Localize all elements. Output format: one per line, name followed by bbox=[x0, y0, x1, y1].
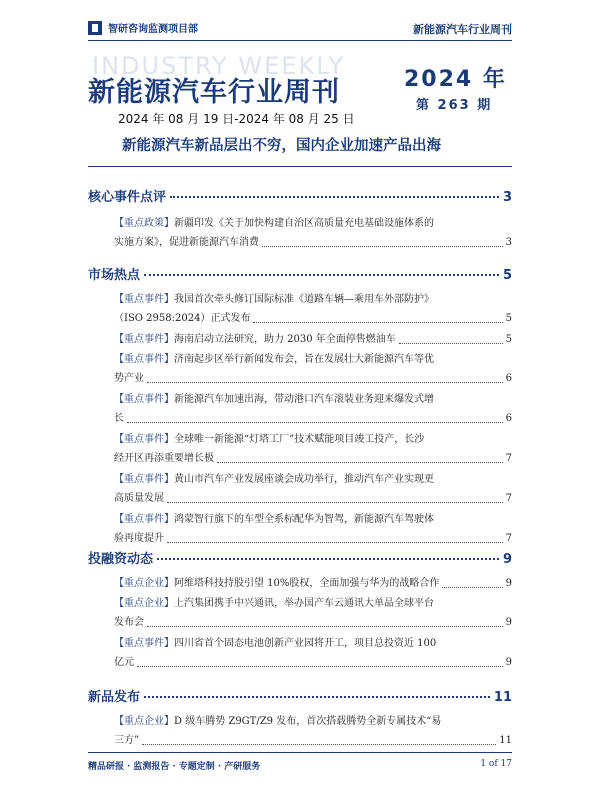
toc-section[interactable] bbox=[88, 264, 512, 283]
toc-entry-text: 【重点事件】海南启动立法研究，助力 2030 年全面停售燃油车 bbox=[114, 334, 396, 345]
cover-divider bbox=[88, 166, 512, 167]
header-publication-name: 新能源汽车行业周刊 bbox=[413, 23, 512, 36]
toc-entry-page: 11 bbox=[499, 735, 512, 746]
toc-entry-tag: 【重点事件】 bbox=[114, 514, 174, 525]
toc-entry-text: 亿元 bbox=[114, 657, 134, 668]
toc-leader-dots bbox=[127, 404, 503, 423]
toc-leader-dots bbox=[142, 726, 496, 745]
toc-entry-text: 【重点企业】阿维塔科技持股引望 10%股权，全面加强与华为的战略合作 bbox=[114, 578, 440, 589]
toc-entry-page: 7 bbox=[505, 453, 512, 464]
logo-icon bbox=[88, 21, 102, 35]
toc-entry-text: 【重点政策】新疆印发《关于加快构建自治区高质量充电基础设施体系的 bbox=[114, 218, 434, 229]
toc-entry-text: 【重点事件】济南起步区举行新闻发布会，旨在发展壮大新能源汽车等优 bbox=[114, 354, 434, 365]
toc-entry-tag: 【重点政策】 bbox=[114, 218, 174, 229]
toc-entry-page: 3 bbox=[505, 237, 512, 248]
toc-entry-line bbox=[114, 653, 512, 672]
toc-entry-page: 5 bbox=[505, 313, 512, 324]
toc-section-title: 市场热点 bbox=[88, 268, 141, 283]
cover-year: 2024 年 bbox=[404, 67, 507, 92]
footer-page-number: 1 of 17 bbox=[480, 759, 512, 769]
toc-entry-line bbox=[114, 731, 512, 750]
cover-subtitle: 新能源汽车新品层出不穷，国内企业加速产品出海 bbox=[122, 138, 441, 154]
toc-entry-text: 【重点事件】黄山市汽车产业发展座谈会成功举行，推动汽车产业实现更 bbox=[114, 474, 434, 485]
toc-section-title: 投融资动态 bbox=[88, 552, 154, 567]
toc-entry-line bbox=[114, 369, 512, 388]
toc-entry-text: （ISO 2958:2024）正式发布 bbox=[114, 313, 251, 324]
toc-entry[interactable] bbox=[114, 594, 512, 632]
toc-leader-dots bbox=[170, 196, 499, 198]
toc-entry-text: 【重点事件】新能源汽车加速出海，带动港口汽车滚装业务迎来爆发式增 bbox=[114, 394, 434, 405]
toc-leader-dots bbox=[137, 648, 503, 667]
toc-entry-line bbox=[114, 574, 512, 593]
toc-entry-tag: 【重点事件】 bbox=[114, 354, 174, 365]
toc-section[interactable] bbox=[88, 686, 512, 705]
toc-section-page: 3 bbox=[502, 190, 512, 205]
toc-entry-text: 【重点事件】我国首次牵头修订国际标准《道路车辆—乘用车外部防护》 bbox=[114, 294, 434, 305]
logo-text: 智研咨询监测项目部 bbox=[108, 24, 198, 35]
cover-watermark: INDUSTRY WEEKLY bbox=[92, 52, 346, 80]
page-footer bbox=[88, 752, 512, 773]
toc-entry-text: 实施方案》，促进新能源汽车消费 bbox=[114, 237, 259, 248]
toc-entry-line bbox=[114, 489, 512, 508]
toc-entry-text: 三方” bbox=[114, 735, 140, 746]
toc-entry-text: 势产业 bbox=[114, 373, 144, 384]
toc-entry-text: 发布会 bbox=[114, 617, 144, 628]
toc-entry[interactable] bbox=[114, 470, 512, 508]
toc-entry-text: 【重点事件】四川省首个固态电池创新产业园将开工，项目总投资近 100 bbox=[114, 638, 437, 649]
toc-entry-tag: 【重点事件】 bbox=[114, 294, 174, 305]
toc-entry-text: 【重点事件】全球唯一新能源“灯塔工厂”技术赋能项目竣工投产，长沙 bbox=[114, 434, 425, 445]
footer-services: 精品研报 · 监测报告 · 专题定制 · 产研服务 bbox=[88, 762, 261, 772]
cover-issue: 第 263 期 bbox=[416, 98, 493, 113]
toc-leader-dots bbox=[399, 325, 503, 344]
toc-entry[interactable] bbox=[114, 430, 512, 468]
toc-entry-page: 5 bbox=[505, 334, 512, 345]
toc-leader-dots bbox=[253, 304, 502, 323]
page-header bbox=[88, 18, 512, 41]
toc-entry-text: 验再度提升 bbox=[114, 533, 164, 544]
toc-leader-dots bbox=[144, 696, 490, 698]
toc-leader-dots bbox=[217, 444, 503, 463]
toc-section-page: 5 bbox=[502, 268, 512, 283]
cover-title: 新能源汽车行业周刊 bbox=[88, 77, 340, 108]
logo bbox=[88, 20, 198, 35]
toc-entry-text: 【重点企业】上汽集团携手中兴通讯，举办国产车云通讯大单品全球平台 bbox=[114, 598, 434, 609]
toc-entry-tag: 【重点事件】 bbox=[114, 474, 174, 485]
toc-leader-dots bbox=[144, 274, 499, 276]
toc-section-page: 9 bbox=[502, 552, 512, 567]
toc-entry-line bbox=[114, 449, 512, 468]
toc-section[interactable] bbox=[88, 548, 512, 567]
toc-entry-text: 【重点事件】鸿蒙智行旗下的车型全系标配华为智驾，新能源汽车驾驶体 bbox=[114, 514, 434, 525]
toc-entry[interactable] bbox=[114, 634, 512, 672]
toc-entry-tag: 【重点事件】 bbox=[114, 638, 174, 649]
toc-section-title: 核心事件点评 bbox=[88, 190, 167, 205]
toc-entry-text: 【重点企业】D 级车腾势 Z9GT/Z9 发布，首次搭载腾势全新专属技术“易 bbox=[114, 716, 442, 727]
toc-entry-page: 9 bbox=[505, 617, 512, 628]
toc-section-title: 新品发布 bbox=[88, 690, 141, 705]
toc-entry[interactable] bbox=[114, 574, 512, 593]
toc-leader-dots bbox=[157, 558, 499, 560]
toc-section[interactable] bbox=[88, 186, 512, 205]
toc-entry-text: 长 bbox=[114, 413, 124, 424]
toc-leader-dots bbox=[442, 569, 502, 588]
toc-entry-tag: 【重点企业】 bbox=[114, 598, 174, 609]
toc-leader-dots bbox=[167, 484, 503, 503]
toc-entry[interactable] bbox=[114, 290, 512, 328]
toc-entry[interactable] bbox=[114, 712, 512, 750]
toc-leader-dots bbox=[147, 608, 503, 627]
toc-entry-text: 经开区再添重要增长极 bbox=[114, 453, 214, 464]
toc-entry[interactable] bbox=[114, 350, 512, 388]
toc-entry-page: 9 bbox=[505, 578, 512, 589]
toc-entry-line bbox=[114, 233, 512, 252]
toc-entry-tag: 【重点事件】 bbox=[114, 434, 174, 445]
toc-entry-page: 6 bbox=[505, 413, 512, 424]
toc-entry[interactable] bbox=[114, 390, 512, 428]
toc-entry[interactable] bbox=[114, 330, 512, 349]
toc-entry-page: 7 bbox=[505, 493, 512, 504]
toc-entry-page: 7 bbox=[505, 533, 512, 544]
toc-entry-tag: 【重点事件】 bbox=[114, 334, 174, 345]
cover-date-range: 2024 年 08 月 19 日-2024 年 08 月 25 日 bbox=[118, 112, 355, 126]
toc-entry-page: 9 bbox=[505, 657, 512, 668]
toc-entry-tag: 【重点企业】 bbox=[114, 716, 174, 727]
toc-entry-text: 高质量发展 bbox=[114, 493, 164, 504]
toc-leader-dots bbox=[147, 364, 503, 383]
toc-entry-line bbox=[114, 409, 512, 428]
toc-leader-dots bbox=[167, 524, 503, 543]
toc-entry[interactable] bbox=[114, 510, 512, 548]
toc-section-page: 11 bbox=[493, 690, 512, 705]
toc-entry-line bbox=[114, 613, 512, 632]
toc-entry-tag: 【重点事件】 bbox=[114, 394, 174, 405]
toc-entry[interactable] bbox=[114, 214, 512, 252]
toc-entry-page: 6 bbox=[505, 373, 512, 384]
toc-entry-line bbox=[114, 529, 512, 548]
toc-leader-dots bbox=[262, 228, 503, 247]
toc-entry-line bbox=[114, 330, 512, 349]
toc-entry-tag: 【重点企业】 bbox=[114, 578, 174, 589]
